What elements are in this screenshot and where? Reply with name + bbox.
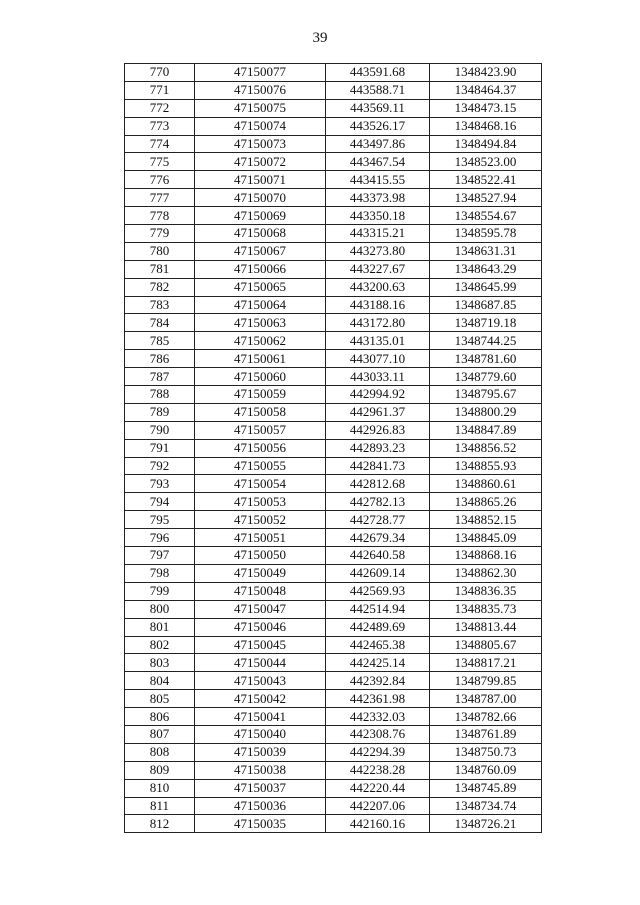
y-coordinate-cell: 1348745.89 [430, 779, 542, 797]
point-id-cell: 47150072 [195, 153, 326, 171]
y-coordinate-cell: 1348805.67 [430, 636, 542, 654]
y-coordinate-cell: 1348468.16 [430, 117, 542, 135]
point-id-cell: 47150047 [195, 600, 326, 618]
table-row [125, 350, 542, 368]
x-coordinate-cell: 443569.11 [326, 99, 430, 117]
x-coordinate-cell: 442392.84 [326, 672, 430, 690]
y-coordinate-cell: 1348554.67 [430, 207, 542, 225]
point-id-cell: 47150074 [195, 117, 326, 135]
y-coordinate-cell: 1348719.18 [430, 314, 542, 332]
point-number-cell: 779 [125, 225, 195, 243]
point-number-cell: 790 [125, 421, 195, 439]
point-number-cell: 784 [125, 314, 195, 332]
x-coordinate-cell: 443172.80 [326, 314, 430, 332]
x-coordinate-cell: 443200.63 [326, 278, 430, 296]
table-row [125, 386, 542, 404]
table-row [125, 690, 542, 708]
y-coordinate-cell: 1348726.21 [430, 815, 542, 833]
y-coordinate-cell: 1348750.73 [430, 743, 542, 761]
y-coordinate-cell: 1348835.73 [430, 600, 542, 618]
point-id-cell: 47150055 [195, 457, 326, 475]
x-coordinate-cell: 442961.37 [326, 403, 430, 421]
point-number-cell: 787 [125, 368, 195, 386]
table-row [125, 457, 542, 475]
table-row [125, 600, 542, 618]
point-number-cell: 791 [125, 439, 195, 457]
table-row [125, 153, 542, 171]
point-id-cell: 47150048 [195, 582, 326, 600]
point-id-cell: 47150046 [195, 618, 326, 636]
point-number-cell: 809 [125, 761, 195, 779]
table-row [125, 225, 542, 243]
point-number-cell: 808 [125, 743, 195, 761]
y-coordinate-cell: 1348847.89 [430, 421, 542, 439]
x-coordinate-cell: 443415.55 [326, 171, 430, 189]
table-row [125, 547, 542, 565]
y-coordinate-cell: 1348836.35 [430, 582, 542, 600]
x-coordinate-cell: 442679.34 [326, 529, 430, 547]
x-coordinate-cell: 442994.92 [326, 386, 430, 404]
table-row [125, 368, 542, 386]
point-id-cell: 47150057 [195, 421, 326, 439]
y-coordinate-cell: 1348799.85 [430, 672, 542, 690]
y-coordinate-cell: 1348423.90 [430, 64, 542, 82]
table-row [125, 511, 542, 529]
point-number-cell: 778 [125, 207, 195, 225]
point-number-cell: 785 [125, 332, 195, 350]
table-row [125, 636, 542, 654]
table-row [125, 99, 542, 117]
point-number-cell: 796 [125, 529, 195, 547]
y-coordinate-cell: 1348734.74 [430, 797, 542, 815]
x-coordinate-cell: 442294.39 [326, 743, 430, 761]
table-row [125, 779, 542, 797]
y-coordinate-cell: 1348522.41 [430, 171, 542, 189]
y-coordinate-cell: 1348795.67 [430, 386, 542, 404]
point-number-cell: 773 [125, 117, 195, 135]
x-coordinate-cell: 442569.93 [326, 582, 430, 600]
point-number-cell: 771 [125, 81, 195, 99]
x-coordinate-cell: 442160.16 [326, 815, 430, 833]
point-id-cell: 47150039 [195, 743, 326, 761]
point-number-cell: 789 [125, 403, 195, 421]
x-coordinate-cell: 443273.80 [326, 242, 430, 260]
point-number-cell: 812 [125, 815, 195, 833]
y-coordinate-cell: 1348782.66 [430, 708, 542, 726]
point-number-cell: 770 [125, 64, 195, 82]
point-id-cell: 47150041 [195, 708, 326, 726]
x-coordinate-cell: 442728.77 [326, 511, 430, 529]
point-id-cell: 47150066 [195, 260, 326, 278]
point-number-cell: 800 [125, 600, 195, 618]
y-coordinate-cell: 1348781.60 [430, 350, 542, 368]
x-coordinate-cell: 443467.54 [326, 153, 430, 171]
table-row [125, 207, 542, 225]
point-id-cell: 47150036 [195, 797, 326, 815]
table-row [125, 815, 542, 833]
x-coordinate-cell: 443350.18 [326, 207, 430, 225]
x-coordinate-cell: 442207.06 [326, 797, 430, 815]
point-id-cell: 47150040 [195, 725, 326, 743]
point-number-cell: 807 [125, 725, 195, 743]
point-number-cell: 804 [125, 672, 195, 690]
point-id-cell: 47150061 [195, 350, 326, 368]
table-row [125, 332, 542, 350]
x-coordinate-cell: 442361.98 [326, 690, 430, 708]
table-row [125, 493, 542, 511]
coordinates-table-body [125, 64, 542, 833]
point-id-cell: 47150050 [195, 547, 326, 565]
point-id-cell: 47150077 [195, 64, 326, 82]
point-number-cell: 772 [125, 99, 195, 117]
x-coordinate-cell: 442926.83 [326, 421, 430, 439]
table-row [125, 242, 542, 260]
table-row [125, 171, 542, 189]
point-number-cell: 793 [125, 475, 195, 493]
point-id-cell: 47150076 [195, 81, 326, 99]
table-row [125, 761, 542, 779]
y-coordinate-cell: 1348527.94 [430, 189, 542, 207]
point-id-cell: 47150058 [195, 403, 326, 421]
point-id-cell: 47150038 [195, 761, 326, 779]
x-coordinate-cell: 442782.13 [326, 493, 430, 511]
table-row [125, 725, 542, 743]
point-id-cell: 47150064 [195, 296, 326, 314]
point-number-cell: 780 [125, 242, 195, 260]
table-row [125, 672, 542, 690]
table-row [125, 278, 542, 296]
x-coordinate-cell: 442841.73 [326, 457, 430, 475]
point-id-cell: 47150067 [195, 242, 326, 260]
table-row [125, 260, 542, 278]
point-id-cell: 47150068 [195, 225, 326, 243]
point-id-cell: 47150051 [195, 529, 326, 547]
x-coordinate-cell: 442489.69 [326, 618, 430, 636]
y-coordinate-cell: 1348787.00 [430, 690, 542, 708]
y-coordinate-cell: 1348800.29 [430, 403, 542, 421]
y-coordinate-cell: 1348687.85 [430, 296, 542, 314]
point-id-cell: 47150052 [195, 511, 326, 529]
y-coordinate-cell: 1348744.25 [430, 332, 542, 350]
x-coordinate-cell: 442308.76 [326, 725, 430, 743]
y-coordinate-cell: 1348643.29 [430, 260, 542, 278]
x-coordinate-cell: 442609.14 [326, 564, 430, 582]
table-row [125, 618, 542, 636]
point-number-cell: 797 [125, 547, 195, 565]
y-coordinate-cell: 1348855.93 [430, 457, 542, 475]
point-number-cell: 781 [125, 260, 195, 278]
point-number-cell: 805 [125, 690, 195, 708]
x-coordinate-cell: 442465.38 [326, 636, 430, 654]
point-number-cell: 774 [125, 135, 195, 153]
page-number: 39 [312, 30, 328, 46]
x-coordinate-cell: 443227.67 [326, 260, 430, 278]
table-row [125, 529, 542, 547]
table-row [125, 564, 542, 582]
y-coordinate-cell: 1348595.78 [430, 225, 542, 243]
table-row [125, 314, 542, 332]
table-row [125, 708, 542, 726]
x-coordinate-cell: 443033.11 [326, 368, 430, 386]
point-number-cell: 799 [125, 582, 195, 600]
point-id-cell: 47150037 [195, 779, 326, 797]
point-id-cell: 47150054 [195, 475, 326, 493]
point-number-cell: 811 [125, 797, 195, 815]
point-number-cell: 803 [125, 654, 195, 672]
x-coordinate-cell: 443526.17 [326, 117, 430, 135]
x-coordinate-cell: 443077.10 [326, 350, 430, 368]
point-id-cell: 47150035 [195, 815, 326, 833]
x-coordinate-cell: 443188.16 [326, 296, 430, 314]
point-id-cell: 47150044 [195, 654, 326, 672]
point-id-cell: 47150059 [195, 386, 326, 404]
point-id-cell: 47150075 [195, 99, 326, 117]
y-coordinate-cell: 1348868.16 [430, 547, 542, 565]
x-coordinate-cell: 443315.21 [326, 225, 430, 243]
table-row [125, 117, 542, 135]
x-coordinate-cell: 443135.01 [326, 332, 430, 350]
y-coordinate-cell: 1348856.52 [430, 439, 542, 457]
point-id-cell: 47150063 [195, 314, 326, 332]
point-number-cell: 775 [125, 153, 195, 171]
table-row [125, 81, 542, 99]
x-coordinate-cell: 442514.94 [326, 600, 430, 618]
x-coordinate-cell: 443497.86 [326, 135, 430, 153]
point-number-cell: 788 [125, 386, 195, 404]
point-id-cell: 47150070 [195, 189, 326, 207]
y-coordinate-cell: 1348631.31 [430, 242, 542, 260]
x-coordinate-cell: 443373.98 [326, 189, 430, 207]
point-id-cell: 47150062 [195, 332, 326, 350]
y-coordinate-cell: 1348813.44 [430, 618, 542, 636]
point-number-cell: 798 [125, 564, 195, 582]
point-number-cell: 792 [125, 457, 195, 475]
y-coordinate-cell: 1348464.37 [430, 81, 542, 99]
point-number-cell: 783 [125, 296, 195, 314]
y-coordinate-cell: 1348845.09 [430, 529, 542, 547]
point-number-cell: 795 [125, 511, 195, 529]
point-number-cell: 776 [125, 171, 195, 189]
point-id-cell: 47150065 [195, 278, 326, 296]
table-row [125, 421, 542, 439]
table-row [125, 797, 542, 815]
point-id-cell: 47150056 [195, 439, 326, 457]
table-row [125, 475, 542, 493]
point-id-cell: 47150043 [195, 672, 326, 690]
y-coordinate-cell: 1348865.26 [430, 493, 542, 511]
y-coordinate-cell: 1348645.99 [430, 278, 542, 296]
point-id-cell: 47150049 [195, 564, 326, 582]
table-row [125, 743, 542, 761]
y-coordinate-cell: 1348761.89 [430, 725, 542, 743]
table-row [125, 403, 542, 421]
y-coordinate-cell: 1348862.30 [430, 564, 542, 582]
point-id-cell: 47150042 [195, 690, 326, 708]
point-id-cell: 47150060 [195, 368, 326, 386]
y-coordinate-cell: 1348473.15 [430, 99, 542, 117]
point-number-cell: 810 [125, 779, 195, 797]
table-row [125, 64, 542, 82]
y-coordinate-cell: 1348817.21 [430, 654, 542, 672]
point-number-cell: 801 [125, 618, 195, 636]
x-coordinate-cell: 442238.28 [326, 761, 430, 779]
point-id-cell: 47150071 [195, 171, 326, 189]
point-id-cell: 47150053 [195, 493, 326, 511]
x-coordinate-cell: 442332.03 [326, 708, 430, 726]
table-row [125, 135, 542, 153]
x-coordinate-cell: 442640.58 [326, 547, 430, 565]
y-coordinate-cell: 1348494.84 [430, 135, 542, 153]
table-row [125, 654, 542, 672]
table-row [125, 189, 542, 207]
table-row [125, 582, 542, 600]
y-coordinate-cell: 1348779.60 [430, 368, 542, 386]
y-coordinate-cell: 1348852.15 [430, 511, 542, 529]
table-row [125, 296, 542, 314]
point-number-cell: 777 [125, 189, 195, 207]
y-coordinate-cell: 1348760.09 [430, 761, 542, 779]
x-coordinate-cell: 442220.44 [326, 779, 430, 797]
point-number-cell: 806 [125, 708, 195, 726]
y-coordinate-cell: 1348523.00 [430, 153, 542, 171]
x-coordinate-cell: 442425.14 [326, 654, 430, 672]
point-id-cell: 47150069 [195, 207, 326, 225]
point-number-cell: 782 [125, 278, 195, 296]
point-number-cell: 802 [125, 636, 195, 654]
point-number-cell: 794 [125, 493, 195, 511]
x-coordinate-cell: 443591.68 [326, 64, 430, 82]
table-row [125, 439, 542, 457]
y-coordinate-cell: 1348860.61 [430, 475, 542, 493]
point-id-cell: 47150045 [195, 636, 326, 654]
x-coordinate-cell: 442812.68 [326, 475, 430, 493]
point-id-cell: 47150073 [195, 135, 326, 153]
point-number-cell: 786 [125, 350, 195, 368]
x-coordinate-cell: 443588.71 [326, 81, 430, 99]
coordinates-table [124, 63, 542, 833]
x-coordinate-cell: 442893.23 [326, 439, 430, 457]
